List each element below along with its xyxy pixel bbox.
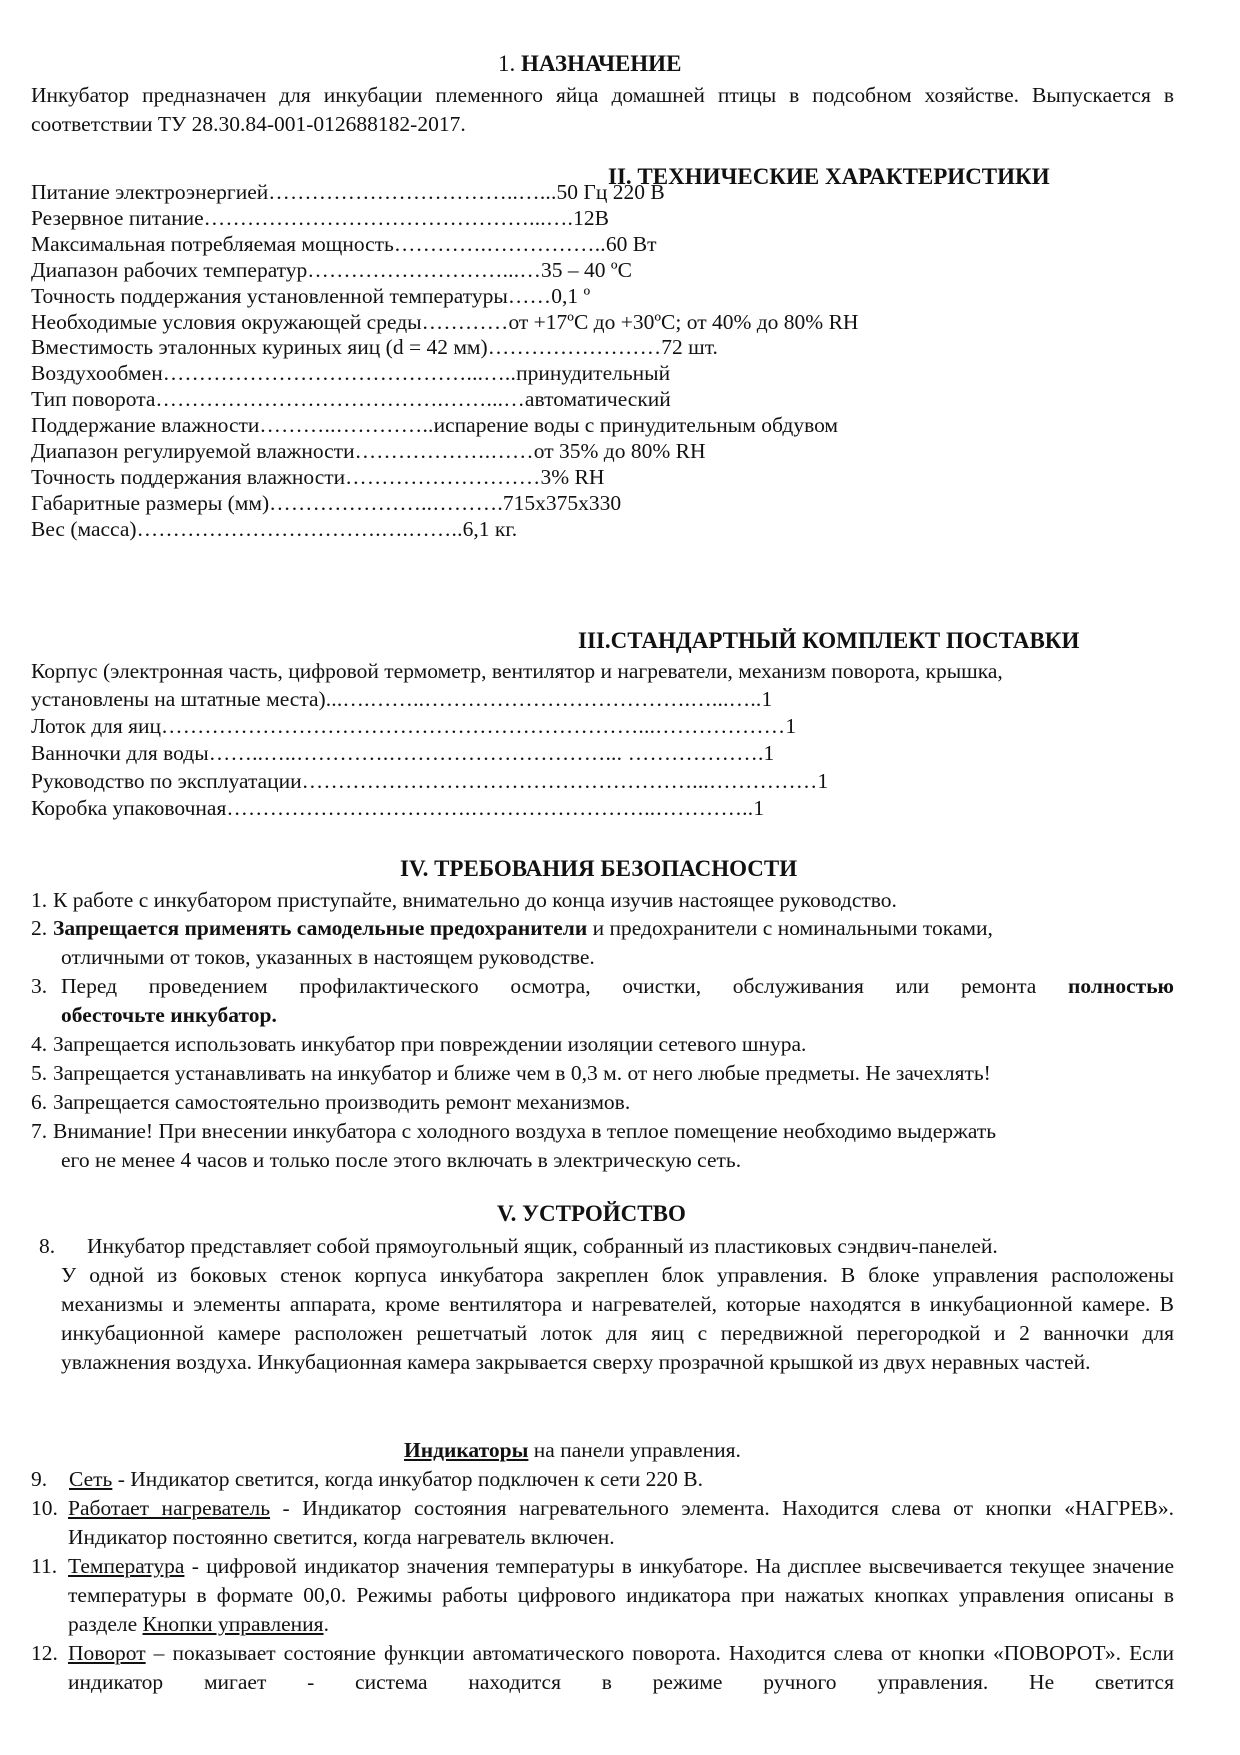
package-row — [31, 712, 1173, 740]
section-4-title: IV. ТРЕБОВАНИЯ БЕЗОПАСНОСТИ — [400, 856, 798, 881]
spec-row-leader: ……………………………..…... — [268, 180, 557, 204]
safety-item-6: 6. Запрещается самостоятельно производить ремонт механизмов. — [31, 1090, 631, 1114]
spec-row-leader: ………..………….. — [259, 413, 434, 438]
spec-row-label: Необходимые условия окружающей среды — [31, 309, 422, 334]
safety-item-2: 2. Запрещается применять самодельные предохранители и предохранители с номинальными токами, отличными от токов, указанных в настоящем руководстве. — [31, 916, 993, 969]
package-row-label: Лоток для яиц — [31, 714, 162, 739]
spec-row — [31, 178, 1173, 206]
package-row-leader: …………………………….……………………..………….. — [226, 795, 754, 820]
spec-row-leader: …………………………….….…….. — [136, 516, 463, 541]
package-row-label: установлены на штатные места) — [31, 687, 326, 711]
spec-row-label: Питание электроэнергией — [31, 180, 269, 204]
spec-row-leader: ……………………………………...….. — [162, 361, 517, 386]
package-row-value: 1 — [761, 687, 773, 711]
package-row-label: Коробка упаковочная — [31, 795, 227, 820]
spec-row — [31, 411, 1173, 439]
package-row-leader: ………………………………………………...…………… — [301, 768, 818, 793]
spec-row-leader: ……………………… — [345, 464, 541, 489]
package-row-value: 1 — [817, 768, 829, 793]
spec-row — [31, 333, 1173, 361]
spec-row-leader: ………………………………….……...… — [155, 387, 525, 412]
spec-row — [31, 256, 1173, 284]
spec-row-leader: …………………..………. — [269, 490, 503, 515]
package-row-leader: …………………………………………………………...……………… — [161, 714, 786, 739]
spec-row — [31, 385, 1173, 413]
indicator-item-10: 10. Работает нагреватель - Индикатор состояния нагревательного элемента. Находится слева от кнопки «НАГРЕВ». Индикатор постоянно светится, когда нагреватель включен. — [31, 1496, 1174, 1549]
section-1-heading: НАЗНАЧЕНИЕ — [521, 51, 682, 76]
package-row-label: Ванночки для воды — [31, 741, 209, 766]
spec-row-leader: ………………………...… — [307, 257, 542, 282]
spec-row-label: Точность поддержания влажности — [31, 464, 346, 489]
spec-row — [31, 437, 1173, 465]
spec-row-value: от 35% до 80% RH — [533, 439, 706, 463]
indicator-term-temperature: Температура — [68, 1554, 185, 1578]
section-5-title: V. УСТРОЙСТВО — [497, 1201, 686, 1226]
spec-row-leader: ……………….…… — [354, 439, 534, 463]
spec-row-value: 3% RH — [540, 464, 605, 489]
spec-row-value: 72 шт. — [661, 335, 718, 360]
spec-row-label: Точность поддержания установленной температуры — [31, 283, 508, 308]
section-1-title — [498, 51, 681, 77]
spec-row-leader: ………….…………….. — [393, 231, 606, 256]
indicator-item-12: 12. Поворот – показывает состояние функции автоматического поворота. Находится слева от кнопки «ПОВОРОТ». Если индикатор мигает - система находится в режиме ручного управления. Не светится — [31, 1641, 1174, 1694]
package-row — [31, 794, 1173, 822]
indicator-term-turn: Поворот — [68, 1641, 146, 1665]
spec-row-label: Поддержание влажности — [31, 413, 260, 438]
spec-row — [31, 359, 1173, 387]
package-row-value: 1 — [763, 741, 775, 766]
spec-row — [31, 282, 1173, 310]
spec-row-leader: ………………………………………...…. — [203, 205, 574, 230]
spec-row-value: испарение воды с принудительным обдувом — [433, 413, 839, 438]
safety-item-5: 5. Запрещается устанавливать на инкубатор и ближе чем в 0,3 м. от него любые предметы. Не зачехлять! — [31, 1061, 991, 1085]
indicator-term-heater: Работает нагреватель — [68, 1496, 271, 1520]
spec-row-value: автоматический — [524, 387, 671, 412]
control-buttons-link[interactable]: Кнопки управления — [142, 1612, 324, 1636]
spec-row-label: Воздухообмен — [31, 361, 163, 386]
spec-row-leader: ………… — [421, 309, 509, 334]
package-row — [31, 767, 1173, 795]
section-1-number: 1. — [498, 51, 516, 76]
indicator-item-9: 9. Сеть - Индикатор светится, когда инкубатор подключен к сети 220 В. — [31, 1467, 703, 1491]
safety-item-4: 4. Запрещается использовать инкубатор при повреждении изоляции сетевого шнура. — [31, 1032, 807, 1056]
spec-row-label: Вес (масса) — [31, 516, 137, 541]
section-1-text: Инкубатор предназначен для инкубации племенного яйца домашней птицы в подсобном хозяйстве. Выпускается в соответствии ТУ 28.30.84-001-012688182-2017. — [31, 83, 1174, 136]
spec-row — [31, 489, 1173, 517]
package-row — [31, 739, 1173, 767]
spec-row-value: 6,1 кг. — [462, 516, 518, 541]
section-3-title: III.СТАНДАРТНЫЙ КОМПЛЕКТ ПОСТАВКИ — [578, 628, 1080, 653]
package-item-line: Корпус (электронная часть, цифровой термометр, вентилятор и нагреватели, механизм поворота, крышка, — [31, 659, 1003, 683]
safety-item-2-bold: Запрещается применять самодельные предохранители — [53, 916, 588, 940]
spec-row-label: Максимальная потребляемая мощность — [31, 231, 394, 256]
spec-row — [31, 515, 1173, 543]
package-row-label: Руководство по эксплуатации — [31, 768, 302, 793]
spec-row-leader: …………………… — [487, 335, 662, 360]
section-2-title: II. ТЕХНИЧЕСКИЕ ХАРАКТЕРИСТИКИ — [608, 164, 1050, 189]
spec-row-value: 12В — [573, 205, 609, 230]
spec-row-label: Диапазон рабочих температур — [31, 257, 308, 282]
spec-row-label: Резервное питание — [31, 205, 204, 230]
spec-row — [31, 230, 1173, 258]
spec-row-value: 0,1 º — [551, 283, 591, 308]
spec-row-label: Вместимость эталонных куриных яиц (d = 42 мм) — [31, 335, 488, 360]
safety-item-1: 1. К работе с инкубатором приступайте, внимательно до конца изучив настоящее руководство. — [31, 888, 897, 912]
safety-item-3: 3. Перед проведением профилактического осмотра, очистки, обслуживания или ремонта полностью обесточьте инкубатор. — [31, 974, 1174, 1027]
indicators-heading: Индикаторы на панели управления. — [404, 1438, 741, 1462]
spec-row — [31, 204, 1173, 232]
package-row-leader: ……..…..………….…………………………... ………………. — [208, 741, 764, 766]
spec-row-value: принудительный — [516, 361, 671, 386]
spec-row-leader: …… — [507, 283, 552, 308]
package-row — [31, 685, 1173, 713]
package-row-value: 1 — [785, 714, 797, 739]
spec-row — [31, 463, 1173, 491]
spec-row-value: 50 Гц 220 В — [556, 180, 665, 204]
package-row-value: 1 — [753, 795, 765, 820]
spec-row — [31, 308, 1173, 336]
package-row-leader: ...….……..……………………………….…...….. — [325, 687, 762, 711]
spec-row-value: 715х375х330 — [502, 490, 622, 515]
device-item-8: 8. Инкубатор представляет собой прямоугольный ящик, собранный из пластиковых сэндвич-панелей. У одной из боковых стенок корпуса инкубатора закреплен блок управления. В блоке управления расположены механизмы и элементы аппарата, кроме вентилятора и нагревателей, которые находятся в инкубационной камере. В инкубационной камере расположен решетчатый лоток для яиц с передвижной перегородкой и 2 ванночки для увлажнения воздуха. Инкубационная камера закрывается сверху прозрачной крышкой из двух неравных частей. — [39, 1234, 1174, 1374]
spec-row-label: Диапазон регулируемой влажности — [31, 439, 355, 463]
spec-row-value: 35 – 40 ºC — [541, 257, 632, 282]
spec-row-label: Тип поворота — [31, 387, 156, 412]
spec-row-label: Габаритные размеры (мм) — [31, 490, 270, 515]
safety-item-7: 7. Внимание! При внесении инкубатора с холодного воздуха в теплое помещение необходимо выдержать его не менее 4 часов и только после этого включать в электрическую сеть. — [31, 1119, 997, 1172]
spec-row-value: 60 Вт — [605, 231, 657, 256]
indicator-item-11: 11. Температура - цифровой индикатор значения температуры в инкубаторе. На дисплее высвечивается текущее значение температуры в формате 00,0. Режимы работы цифрового индикатора при нажатых кнопках управления описаны в разделе Кнопки управления. — [31, 1554, 1174, 1636]
spec-row-value: от +17ºС до +30ºС; от 40% до 80% RH — [508, 309, 859, 334]
indicator-term-network: Сеть — [69, 1467, 113, 1491]
